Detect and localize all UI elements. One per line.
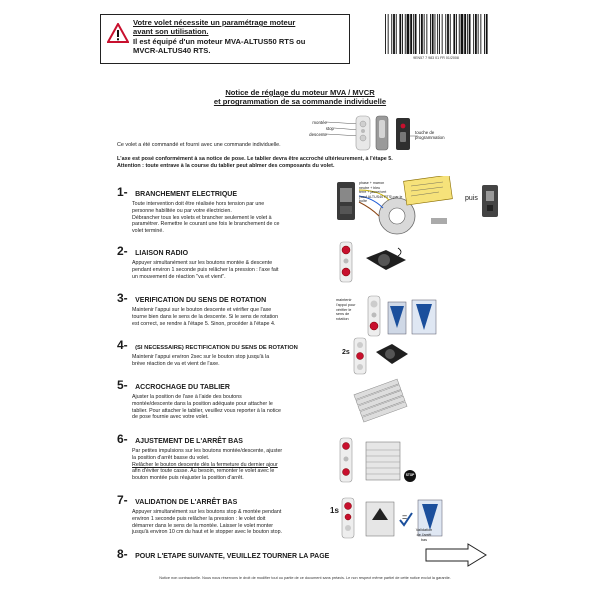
barcode-bar (478, 14, 479, 54)
phase-note-line: terre + jaune/vert (359, 190, 387, 195)
step-3-label-line: vérifier le (336, 307, 352, 312)
barcode-bar (450, 14, 451, 54)
step-2-illustration (336, 240, 416, 284)
step-3-label (336, 298, 366, 322)
barcode-bar (456, 14, 457, 54)
barcode-bar (405, 14, 406, 54)
remote-label-stop: stop (325, 126, 334, 131)
step-body-line: la position d'arrêt basse du volet. (132, 454, 210, 461)
barcode-bar (419, 14, 420, 54)
remote-label-up: montée (312, 120, 327, 125)
step-body-line: jusqu'à environ 10 cm du haut et le stopper avec le bouton stop. (132, 529, 283, 536)
step-body-line: personne habilitée ou par votre électricien. (132, 207, 232, 214)
step-body (132, 354, 332, 368)
step-number: 3- (117, 291, 128, 305)
step-1-puis-label: puis (465, 195, 478, 202)
barcode-bar (445, 14, 446, 54)
step-5 (117, 376, 332, 421)
step-body-line: brève réaction de va et vient de l'axe. (132, 360, 220, 367)
step-3-label-line: maintenir (336, 298, 352, 302)
barcode-bar (396, 14, 397, 54)
barcode-bar (410, 14, 412, 54)
step-4-illustration (352, 336, 412, 376)
step-number: 7- (117, 493, 128, 507)
barcode-bar (480, 14, 481, 54)
step-body-line: tourne bien dans le sens de la descente. Si le sens de rotation (132, 313, 279, 320)
step-body-line: pendant environ 1 seconde puis relâcher la pression : l'axe fait (132, 266, 279, 273)
step-body (132, 448, 332, 482)
step-4-duration-label: 2s (342, 349, 350, 356)
step-7-duration-label: 1s (330, 506, 339, 515)
barcode-bar (413, 14, 414, 54)
step-body-line: tablier. Pour attacher le tablier, veuillez vous reporter à la notice (132, 407, 281, 414)
step-number: 5- (117, 378, 128, 392)
step-5-illustration (352, 378, 410, 426)
step-4 (117, 336, 332, 368)
barcode-bar (388, 14, 389, 54)
barcode-bar (432, 14, 434, 54)
step-3-label-line: l'appui pour (336, 302, 356, 307)
step-body-line: environ 1 seconde puis relâcher la pression : le volet doit (132, 515, 266, 522)
validation-line: Validation (415, 528, 433, 532)
step-body (132, 394, 332, 421)
remote-controls-illustration (326, 114, 418, 154)
remote-label-prog: touche de programmation (415, 130, 445, 141)
warning-text (133, 18, 348, 56)
step-title: LIAISON RADIO (135, 250, 189, 257)
phase-note-line: boîte (359, 199, 367, 204)
barcode-bar (399, 14, 401, 54)
barcode-bar (402, 14, 403, 54)
step-number: 2- (117, 244, 128, 258)
step-body-line: Appuyer simultanément sur les boutons montée & descente (132, 260, 273, 266)
step-body-line: Relâcher le bouton descente dès la fermeture du dernier ajour (132, 461, 278, 468)
step-body-line: Maintenir l'appui environ 2sec sur le bouton stop jusqu'à la (132, 354, 270, 360)
barcode-bar (426, 14, 427, 54)
step-3 (117, 289, 332, 327)
turn-page-arrow-icon (424, 542, 488, 568)
step-body-line: Ajuster la position de l'axe à l'aide des boutons (132, 394, 242, 400)
step-number: 1- (117, 185, 128, 199)
barcode-bar (459, 14, 460, 54)
step-body-line: volet terminé. (132, 228, 164, 235)
warning-line-2: avant son utilisation. (133, 27, 209, 37)
barcode-bar (385, 14, 386, 54)
barcode-bar (464, 14, 466, 54)
step-6-stop-label: STOP (405, 473, 415, 477)
barcode-bar (461, 14, 464, 54)
installation-note (117, 156, 497, 170)
barcode-number: 9EN57 7 983 01 FR 01/2008 (413, 56, 459, 60)
step-1-wire-tag-illustration (403, 176, 455, 206)
step-7-validation-label (404, 528, 444, 542)
step-body-line: paramétrer. Remettre le courant une fois le branchement de ce (132, 221, 280, 228)
step-body (132, 201, 332, 235)
step-7-equals: = (402, 512, 408, 522)
step-7 (117, 491, 332, 536)
validation-line: de l'arrêt (416, 532, 432, 537)
step-title: VERIFICATION DU SENS DE ROTATION (135, 297, 267, 304)
step-title: POUR L'ETAPE SUIVANTE, VEUILLEZ TOURNER LA PAGE (135, 553, 330, 560)
step-body-line: de pose fournie avec votre volet. (132, 414, 209, 421)
warning-line-4: MVCR-ALTUS40 RTS. (133, 46, 211, 56)
warning-box (100, 14, 350, 64)
barcode-bar (475, 14, 477, 54)
barcode-bar (447, 14, 449, 54)
barcode-bar (473, 14, 474, 54)
step-body (132, 307, 332, 327)
barcode-bar (486, 14, 488, 54)
step-body (132, 509, 332, 536)
step-8 (117, 545, 417, 563)
step-body-line: bouton montée puis réajuster la position d'arrêt. (132, 475, 244, 482)
step-body (132, 260, 332, 280)
step-body-line: Toute intervention doit être réalisée hors tension par une (132, 201, 265, 207)
step-number: 6- (117, 432, 128, 446)
barcode (384, 14, 488, 54)
title-line-2: et programmation de sa commande individuelle (213, 97, 387, 107)
intro-text: Ce volet a été commandé et fourni avec une commande individuelle. (117, 142, 281, 148)
validation-line: bas (420, 537, 428, 542)
step-number: 4- (117, 338, 128, 352)
step-title: AJUSTEMENT DE L'ARRÊT BAS (135, 438, 243, 445)
note-line-2: Attention : toute entrave à la course du tablier peut abîmer des composants du volet. (117, 163, 335, 169)
barcode-bar (424, 14, 425, 54)
step-body-line: démarrer dans le sens de la montée. Laisser le volet monter (132, 522, 274, 529)
barcode-bar (415, 14, 417, 54)
warning-line-1: Votre volet nécessite un paramétrage moteur (133, 18, 296, 27)
barcode-bar (393, 14, 395, 54)
barcode-bar (430, 14, 431, 54)
footer-disclaimer: Notice non contractuelle. Nous nous réservons le droit de modifier tout ou partie de ce document sans préavis. Le non respect même partiel de cette notice exclut la garantie. (159, 576, 451, 580)
barcode-bar (453, 14, 455, 54)
step-body-line: montée/descente dans la position adéquate pour attacher le (132, 400, 273, 407)
barcode-bar (442, 14, 443, 54)
barcode-bar (469, 14, 471, 54)
step-title: VALIDATION DE L'ARRÊT BAS (135, 499, 238, 506)
barcode-bar (435, 14, 436, 54)
note-line-1: L'axe est posé conformément à sa notice de pose. Le tablier devra être accroché ultérieurement, à l'étape 5. (117, 156, 393, 162)
step-body-line: Appuyer simultanément sur les boutons stop & montée pendant (132, 509, 282, 515)
step-2 (117, 242, 332, 280)
barcode-bar (391, 14, 392, 54)
step-body-line: Par petites impulsions sur les boutons montée/descente, ajuster (132, 448, 283, 454)
barcode-bar (407, 14, 410, 54)
warning-icon (107, 23, 129, 43)
step-body-line: Maintenir l'appui sur le bouton descente et vérifier que l'axe (132, 307, 272, 313)
warning-line-3: Il est équipé d'un moteur MVA-ALTUS50 RTS ou (133, 36, 306, 46)
step-body-line: Débrancher tous les volets et brancher seulement le volet à (132, 214, 272, 221)
plug-icon (480, 183, 502, 219)
step-title: ACCROCHAGE DU TABLIER (135, 384, 230, 391)
step-3-label-line: rotation (336, 317, 349, 322)
step-3-illustration (366, 292, 440, 340)
step-title: BRANCHEMENT ELECTRIQUE (135, 191, 238, 198)
step-6-illustration (336, 436, 426, 486)
step-body-line: un mouvement de réaction "va et vient". (132, 273, 226, 280)
step-body-line: est correct, se rendre à l'étape 5. Sinon, procéder à l'étape 4. (132, 320, 276, 327)
barcode-bar (467, 14, 468, 54)
remote-label-down: descente (309, 132, 327, 137)
barcode-bar (439, 14, 440, 54)
phase-note-line: neutre + bleu (359, 185, 381, 190)
barcode-bar (421, 14, 423, 54)
step-3-label-line: sens de (336, 312, 350, 317)
step-6 (117, 430, 332, 482)
page-title (150, 88, 450, 107)
barcode-bar (437, 14, 438, 54)
title-line-1: Notice de réglage du moteur MVA / MVCR (225, 88, 375, 97)
step-body-line: afin d'éviter toute casse. Au besoin, remonter le volet avec le (132, 468, 275, 475)
phase-note-line: (sauf ALTUS40 RTS) par le (359, 194, 403, 199)
phase-note-line: phase + marron (359, 181, 385, 185)
step-number: 8- (117, 547, 128, 561)
step-1 (117, 183, 332, 235)
barcode-bar (484, 14, 485, 54)
step-title: (SI NECESSAIRE) RECTIFICATION DU SENS DE ROTATION (135, 345, 298, 351)
